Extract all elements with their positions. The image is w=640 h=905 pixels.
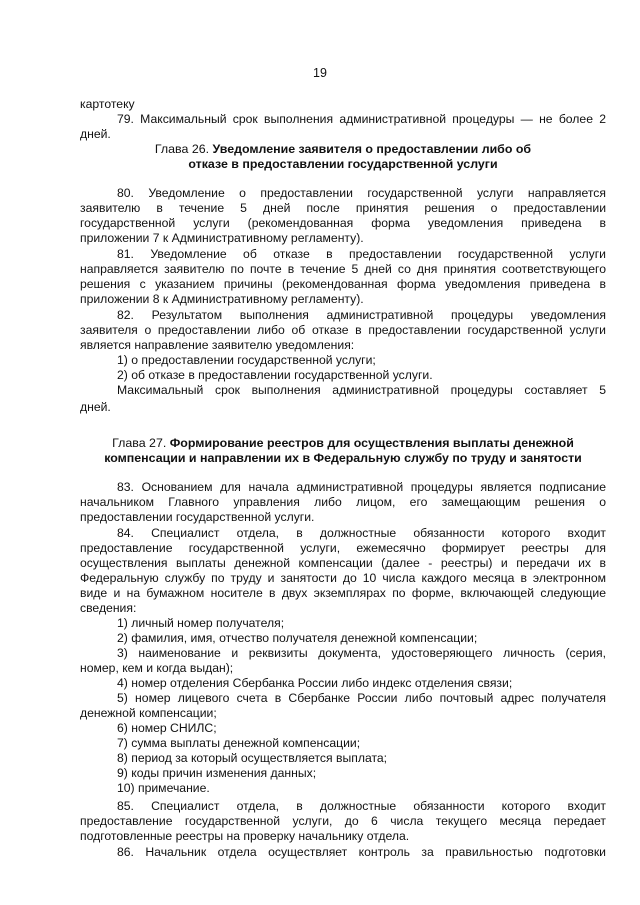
text-line: предоставление государственной услуги, до 6 числа текущего месяца передает	[80, 814, 606, 828]
list-item: 4) номер отделения Сбербанка России либо индекс отделения связи;	[117, 676, 513, 690]
text-line: приложении 7 к Административному регламенту).	[80, 231, 364, 245]
text-line: 79. Максимальный срок выполнения административной процедуры — не более 2	[117, 112, 606, 126]
text-line: виде и на бумажном носителе в двух экземплярах по форме, включающей следующие	[80, 586, 606, 600]
text-line: заявителя о предоставлении либо об отказе в предоставлении государственной услуги	[80, 323, 606, 337]
text-line: направляется заявителю по почте в течение 5 дней со дня принятия соответствующего	[80, 262, 606, 276]
text-line: картотеку	[80, 97, 135, 111]
text-line: заявителю в течение 5 дней после принятия решения о предоставлении	[80, 201, 606, 215]
list-item: 1) личный номер получателя;	[117, 616, 285, 630]
text-line: 84. Специалист отдела, в должностные обязанности которого входит	[117, 526, 606, 540]
text-line: 80. Уведомление о предоставлении государственной услуги направляется	[117, 186, 606, 200]
chapter-number: Глава 27.	[112, 436, 167, 450]
chapter-27-heading	[80, 436, 606, 451]
chapter-title: Уведомление заявителя о предоставлении либо об	[212, 142, 532, 156]
list-item: 2) об отказе в предоставлении государственной услуги.	[117, 368, 433, 382]
text-line: 81. Уведомление об отказе в предоставлении государственной услуги	[117, 247, 606, 261]
list-item: 9) коды причин изменения данных;	[117, 766, 317, 780]
text-line: является направление заявителю уведомления:	[80, 338, 355, 352]
text-line: государственной услуги (рекомендованная форма уведомления приведена в	[80, 216, 606, 230]
text-line: подготовленные реестры на проверку начальнику отдела.	[80, 829, 410, 843]
text-line: 82. Результатом выполнения административной процедуры уведомления	[117, 308, 606, 322]
list-item: 1) о предоставлении государственной услуги;	[117, 353, 376, 367]
list-item: 3) наименование и реквизиты документа, удостоверяющего личность (серия,	[117, 646, 606, 660]
text-line: приложении 8 к Административному регламенту).	[80, 292, 364, 306]
text-line: дней.	[80, 400, 111, 414]
list-item-continuation: номер, кем и когда выдан);	[80, 661, 234, 675]
page-number: 19	[313, 66, 327, 80]
chapter-title: Формирование реестров для осуществления выплаты денежной	[169, 436, 574, 450]
chapter-title: компенсации и направлении их в Федеральную службу по труду и занятости	[104, 451, 582, 465]
text-line: дней.	[80, 127, 111, 141]
text-line: предоставление государственной услуги, ежемесячно формирует реестры для	[80, 541, 606, 555]
list-item: 2) фамилия, имя, отчество получателя денежной компенсации;	[117, 631, 478, 645]
list-item: 10) примечание.	[117, 781, 210, 795]
text-line: 86. Начальник отдела осуществляет контроль за правильностью подготовки	[117, 845, 606, 859]
chapter-26-heading	[80, 142, 606, 157]
chapter-title: отказе в предоставлении государственной услуги	[188, 157, 498, 171]
list-item: 5) номер лицевого счета в Сбербанке России либо почтовый адрес получателя	[117, 691, 606, 705]
chapter-27-heading-line2	[80, 451, 606, 466]
text-line: сведения:	[80, 601, 137, 615]
list-item: 7) сумма выплаты денежной компенсации;	[117, 736, 361, 750]
chapter-number: Глава 26.	[154, 142, 210, 156]
text-line: 83. Основанием для начала административной процедуры является подписание	[117, 480, 606, 494]
list-item: 6) номер СНИЛС;	[117, 721, 217, 735]
chapter-26-heading-line2	[80, 157, 606, 172]
text-line: решения с указанием причины (рекомендованная форма уведомления приведена в	[80, 277, 606, 291]
text-line: начальником Главного управления либо лицом, его замещающим решения о	[80, 495, 606, 509]
text-line: предоставлении государственной услуги.	[80, 510, 315, 524]
list-item: 8) период за который осуществляется выплата;	[117, 751, 388, 765]
text-line: Максимальный срок выполнения административной процедуры составляет 5	[117, 383, 606, 397]
text-line: Федеральную службу по труду и занятости до 10 числа каждого месяца в электронном	[80, 571, 606, 585]
text-line: осуществления выплаты денежной компенсации (далее - реестры) и передачи их в	[80, 556, 606, 570]
list-item-continuation: денежной компенсации;	[80, 706, 217, 720]
text-line: 85. Специалист отдела, в должностные обязанности которого входит	[117, 799, 606, 813]
